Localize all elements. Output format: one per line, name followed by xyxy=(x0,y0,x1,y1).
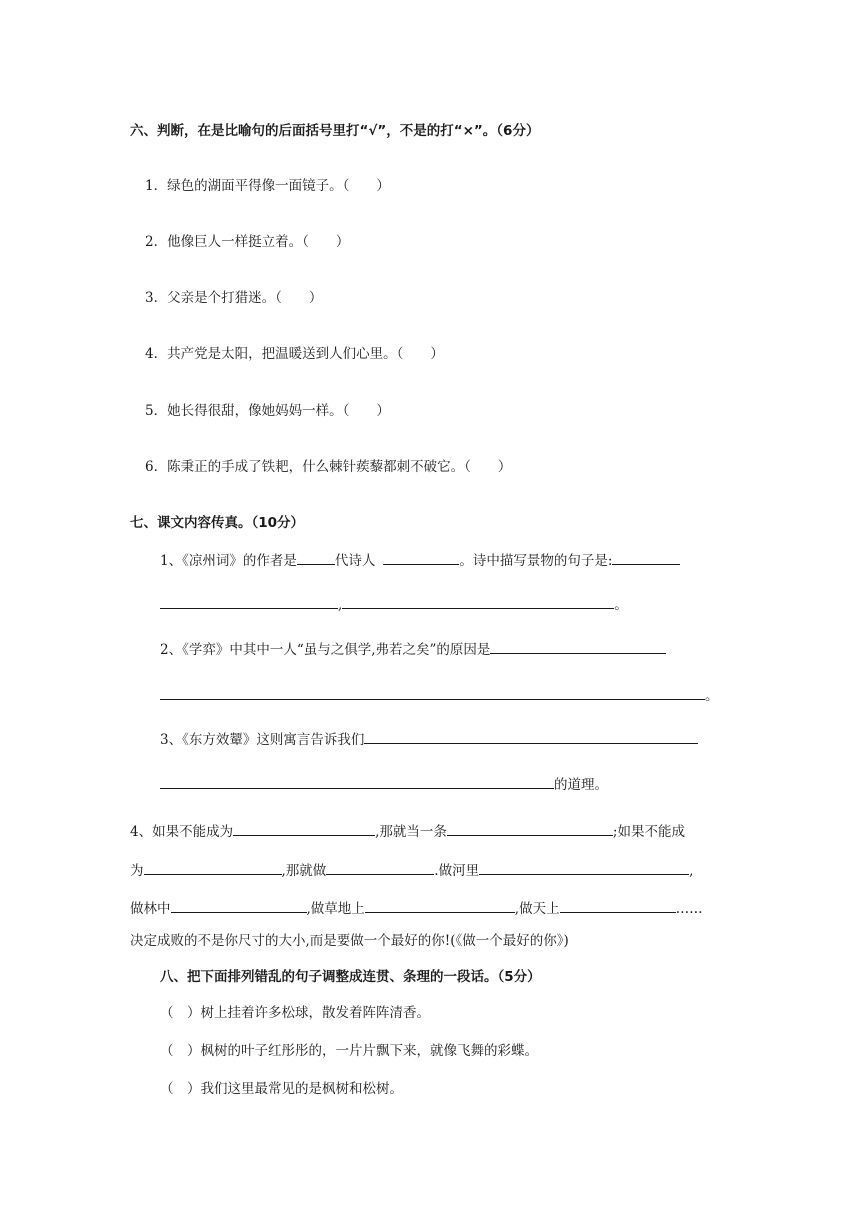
section-7-title: 七、课文内容传真。（10分） xyxy=(130,515,305,531)
q1-blank-scene-start[interactable] xyxy=(612,550,680,565)
q4-blank-8[interactable] xyxy=(560,898,676,913)
q1-text-d: , xyxy=(338,597,343,613)
section-6-item-4: 4．共产党是太阳，把温暖送到人们心里。（ ） xyxy=(145,346,444,362)
q3-text-a: 3、《东方效颦》这则寓言告诉我们 xyxy=(160,732,365,748)
q2-text-a: 2、《学弈》中其中一人“虽与之俱学,弗若之矣”的原因是 xyxy=(160,642,491,658)
q4-text-e: ,那就做 xyxy=(281,863,327,879)
section-7-q3-line1 xyxy=(160,729,698,749)
q4-text-k: …… xyxy=(675,901,703,917)
q1-blank-poet[interactable] xyxy=(383,550,459,565)
q1-blank-dynasty[interactable] xyxy=(297,550,335,565)
section-6-title: 六、判断，在是比喻句的后面括号里打“√”，不是的打“×”。（6分） xyxy=(130,123,540,139)
q1-text-c: 。诗中描写景物的句子是: xyxy=(459,553,613,569)
q1-text-a: 1、《凉州词》的作者是 xyxy=(160,553,297,569)
section-7-q4-line4: 决定成败的不是你尺寸的大小,而是要做一个最好的你!(《做一个最好的你》) xyxy=(130,933,569,949)
section-7-q1-line1 xyxy=(160,550,680,570)
q4-text-b: ,那就当一条 xyxy=(375,824,447,840)
section-6-item-1: 1．绿色的湖面平得像一面镜子。（ ） xyxy=(145,178,390,194)
q4-text-h: 做林中 xyxy=(130,901,171,917)
q4-text-a: 4、如果不能成为 xyxy=(130,824,234,840)
section-7-q2-line1 xyxy=(160,639,666,659)
q4-blank-4[interactable] xyxy=(326,860,434,875)
section-6-item-5: 5．她长得很甜，像她妈妈一样。（ ） xyxy=(145,403,390,419)
q2-blank-reason-start[interactable] xyxy=(490,639,666,654)
q4-blank-6[interactable] xyxy=(171,898,307,913)
q1-blank-scene-2[interactable] xyxy=(342,594,614,609)
section-7-q2-line2 xyxy=(160,685,719,705)
q2-blank-reason[interactable] xyxy=(160,685,705,700)
q4-blank-3[interactable] xyxy=(144,860,282,875)
q4-blank-5[interactable] xyxy=(479,860,689,875)
q4-text-c: ;如果不能成 xyxy=(612,824,685,840)
q3-text-b: 的道理。 xyxy=(554,777,608,793)
q1-blank-scene-1[interactable] xyxy=(160,594,338,609)
section-6-item-3: 3．父亲是个打猎迷。（ ） xyxy=(145,290,323,306)
q3-blank-lesson[interactable] xyxy=(160,774,554,789)
q2-text-b: 。 xyxy=(705,688,719,704)
section-8-item-1: （ ）树上挂着许多松球，散发着阵阵清香。 xyxy=(160,1005,430,1021)
q4-text-d: 为 xyxy=(130,863,144,879)
section-8-item-2: （ ）枫树的叶子红彤彤的，一片片飘下来，就像飞舞的彩蝶。 xyxy=(160,1043,538,1059)
section-8-item-3: （ ）我们这里最常见的是枫树和松树。 xyxy=(160,1081,403,1097)
section-8-title: 八、把下面排列错乱的句子调整成连贯、条理的一段话。（5分） xyxy=(160,969,541,985)
section-7-q1-line2 xyxy=(160,594,628,614)
section-7-q4-line3 xyxy=(130,898,703,918)
section-7-q4-line1 xyxy=(130,821,685,841)
q4-blank-2[interactable] xyxy=(447,821,613,836)
q4-text-g: , xyxy=(689,863,694,879)
q3-blank-lesson-start[interactable] xyxy=(364,729,698,744)
q4-text-i: ,做草地上 xyxy=(306,901,365,917)
section-7-q4-line2 xyxy=(130,860,693,880)
q1-text-e: 。 xyxy=(614,597,628,613)
q4-blank-1[interactable] xyxy=(233,821,375,836)
section-6-item-6: 6．陈秉正的手成了铁耙，什么棘针蒺藜都刺不破它。（ ） xyxy=(145,459,512,475)
q4-blank-7[interactable] xyxy=(365,898,515,913)
section-7-q3-line2 xyxy=(160,774,608,794)
section-6-item-2: 2．他像巨人一样挺立着。（ ） xyxy=(145,234,350,250)
q4-text-f: .做河里 xyxy=(434,863,480,879)
q1-text-b: 代诗人 xyxy=(334,553,376,569)
q4-text-j: ,做天上 xyxy=(514,901,560,917)
